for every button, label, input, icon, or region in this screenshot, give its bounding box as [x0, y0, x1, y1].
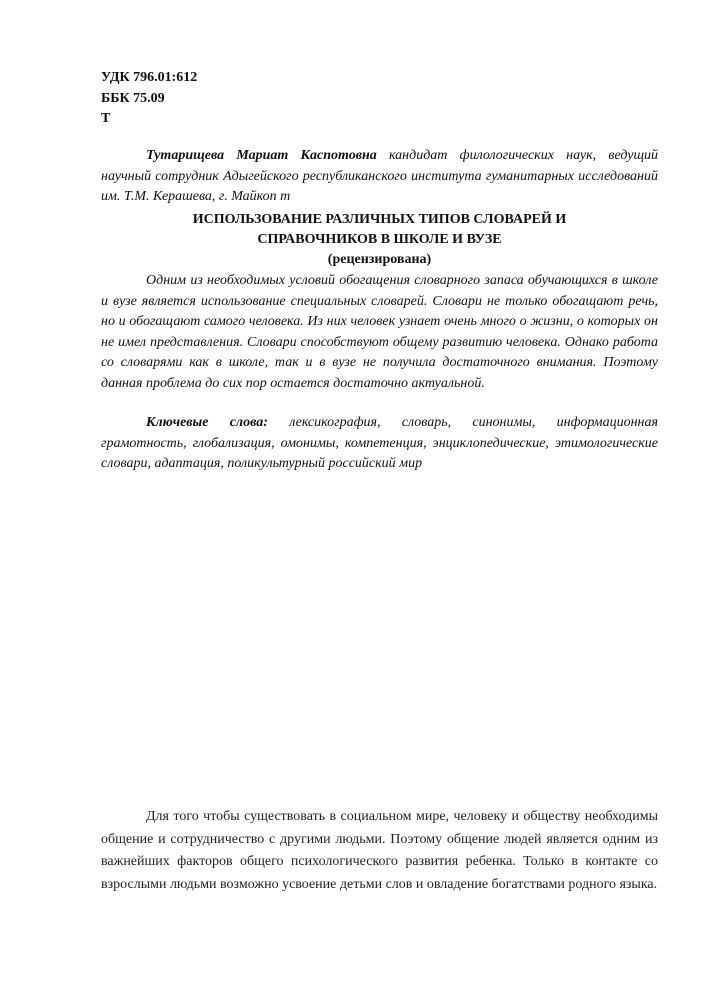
title-line-2: СПРАВОЧНИКОВ В ШКОЛЕ И ВУЗЕ	[257, 232, 502, 247]
abstract: Одним из необходимых условий обогащения словарного запаса обучающихся в школе и вузе является использование специальных словарей. Словари не только обогащают речь, но и обогащают самого человека. Из них человек узнает очень много о жизни, о которых он не имел представления. Словари способствуют общему развитию человека. Однако работа со словарями как в школе, так и в вузе не получила достаточного внимания. Поэтому данная проблема до сих пор остается достаточно актуальной.	[101, 273, 658, 391]
keywords-label: Ключевые слова:	[146, 415, 268, 430]
article-title	[101, 210, 658, 270]
keywords	[101, 413, 658, 475]
review-status: (рецензирована)	[327, 252, 432, 267]
keywords-list: лексикография, словарь, синонимы, информационная грамотность, глобализация, омонимы, компетенция, энциклопедические, этимологические словари, адаптация, поликультурный российский мир	[101, 415, 658, 471]
udk-code: УДК 796.01:612	[101, 70, 198, 85]
author-affiliation: кандидат филологических наук, ведущий научный сотрудник Адыгейского республиканского института гуманитарных исследований им. Т.М. Керашева, г. Майкоп т	[101, 148, 659, 204]
author-info	[101, 146, 658, 208]
author-name: Тутарищева Мариат Каспотовна	[146, 148, 377, 163]
author-mark: Т	[101, 111, 111, 126]
body-paragraph: Для того чтобы существовать в социальном мире, человеку и обществу необходимы общение и сотрудничество с другими людьми. Поэтому общение людей является одним из важнейших факторов общего психологического развития ребенка. Только в контакте со взрослыми людьми возможно усвоение детьми слов и овладение богатствами родного языка.	[101, 809, 658, 892]
title-line-1: ИСПОЛЬЗОВАНИЕ РАЗЛИЧНЫХ ТИПОВ СЛОВАРЕЙ И	[192, 212, 567, 227]
classification-codes	[101, 68, 197, 130]
bbk-code: ББК 75.09	[101, 90, 165, 106]
